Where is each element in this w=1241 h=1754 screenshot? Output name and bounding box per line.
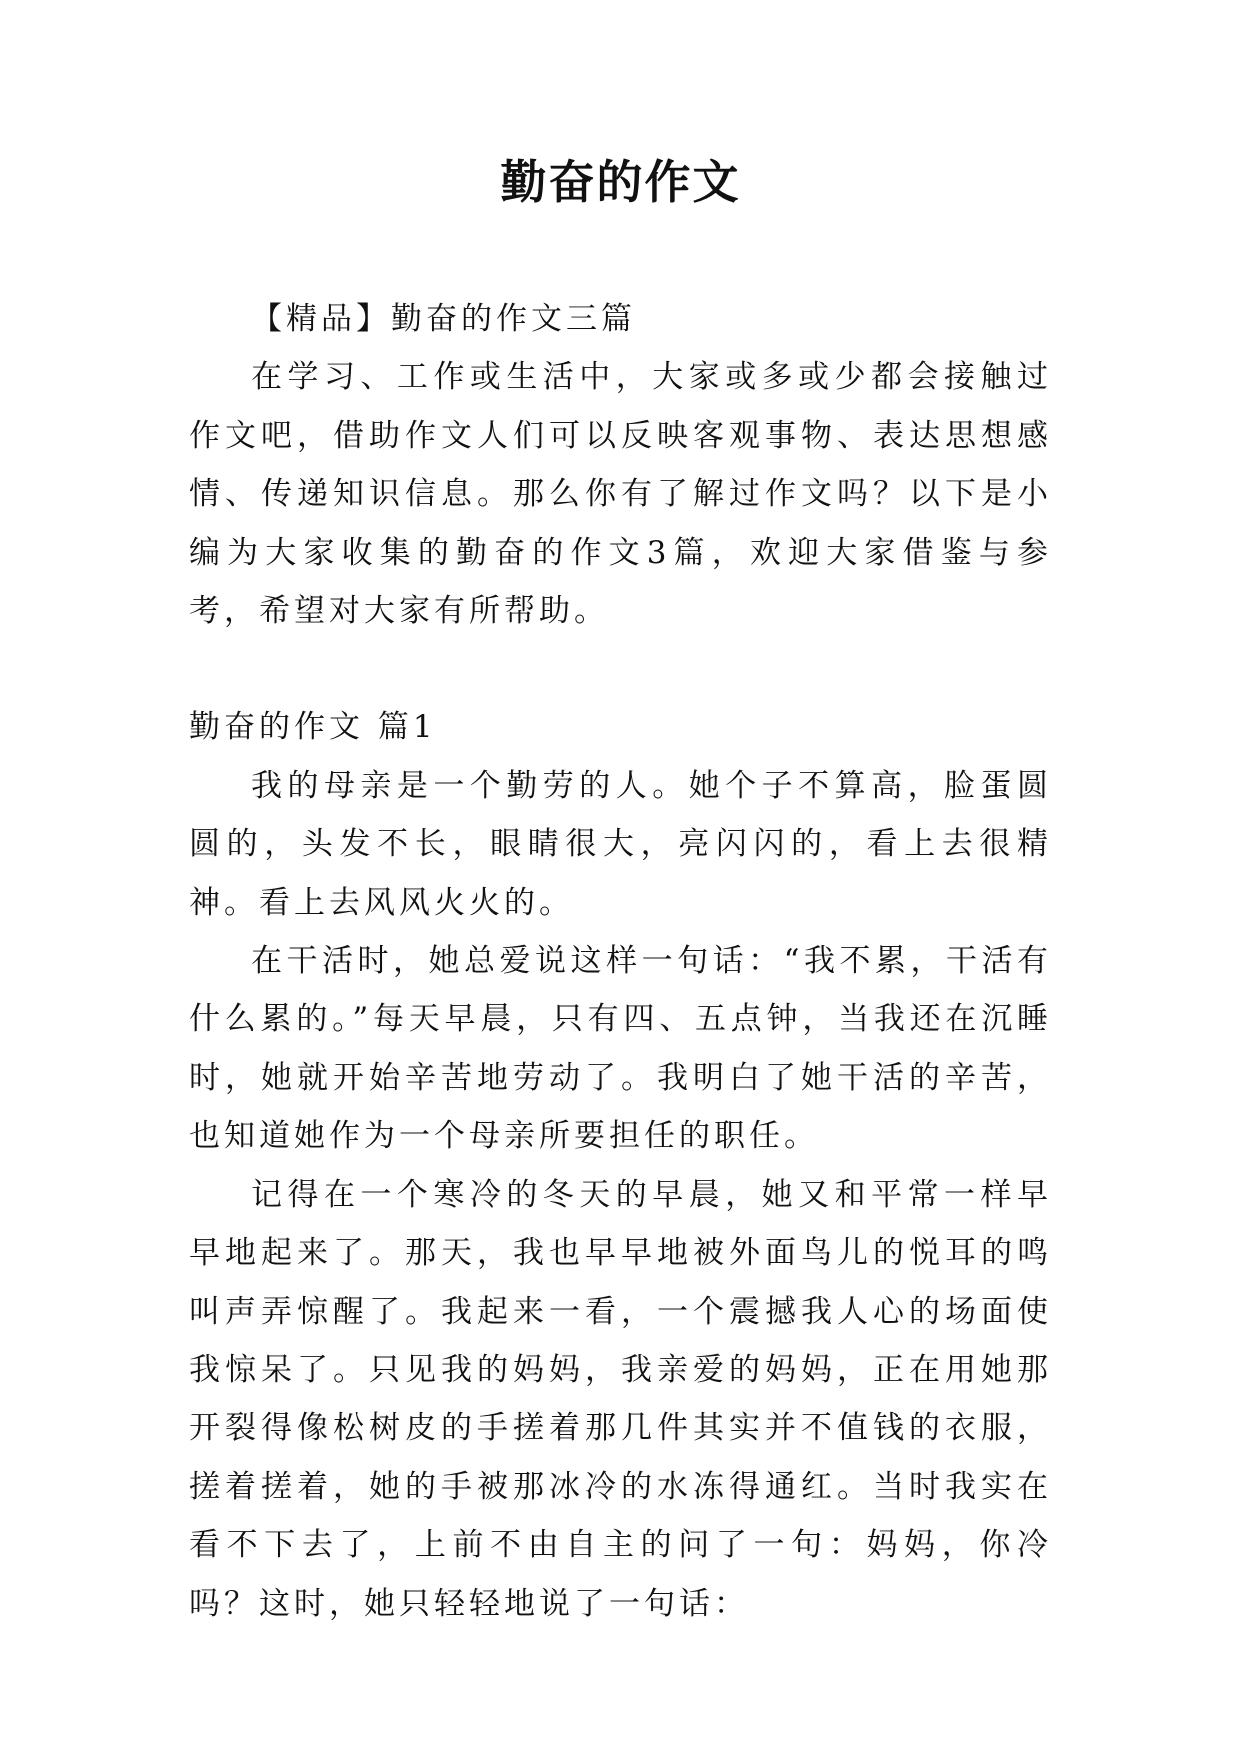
section-spacer xyxy=(189,640,1052,698)
body-paragraph: 记得在一个寒冷的冬天的早晨，她又和平常一样早早地起来了。那天，我也早早地被外面鸟儿的悦耳的鸣叫声弄惊醒了。我起来一看，一个震撼我人心的场面使我惊呆了。只见我的妈妈，我亲爱的妈妈，正在用她那开裂得像松树皮的手搓着那几件其实并不值钱的衣服，搓着搓着，她的手被那冰冷的水冻得通红。当时我实在看不下去了，上前不由自主的问了一句：妈妈，你冷吗？这时，她只轻轻地说了一句话： xyxy=(189,1176,1052,1622)
section-heading: 勤奋的作文 篇1 xyxy=(189,709,437,746)
body-paragraph: 我的母亲是一个勤劳的人。她个子不算高，脸蛋圆圆的，头发不长，眼睛很大，亮闪闪的，看上去很精神。看上去风风火火的。 xyxy=(189,767,1052,921)
document-subtitle: 【精品】勤奋的作文三篇 xyxy=(251,301,636,337)
document-body xyxy=(189,290,1052,1633)
intro-paragraph: 在学习、工作或生活中，大家或多或少都会接触过作文吧，借助作文人们可以反映客观事物、表达思想感情、传递知识信息。那么你有了解过作文吗？以下是小编为大家收集的勤奋的作文3篇，欢迎大家借鉴与参考，希望对大家有所帮助。 xyxy=(189,359,1052,630)
body-paragraph: 在干活时，她总爱说这样一句话：“我不累，干活有什么累的。”每天早晨，只有四、五点钟，当我还在沉睡时，她就开始辛苦地劳动了。我明白了她干活的辛苦，也知道她作为一个母亲所要担任的职任。 xyxy=(189,943,1052,1155)
document-title: 勤奋的作文 xyxy=(500,155,741,209)
